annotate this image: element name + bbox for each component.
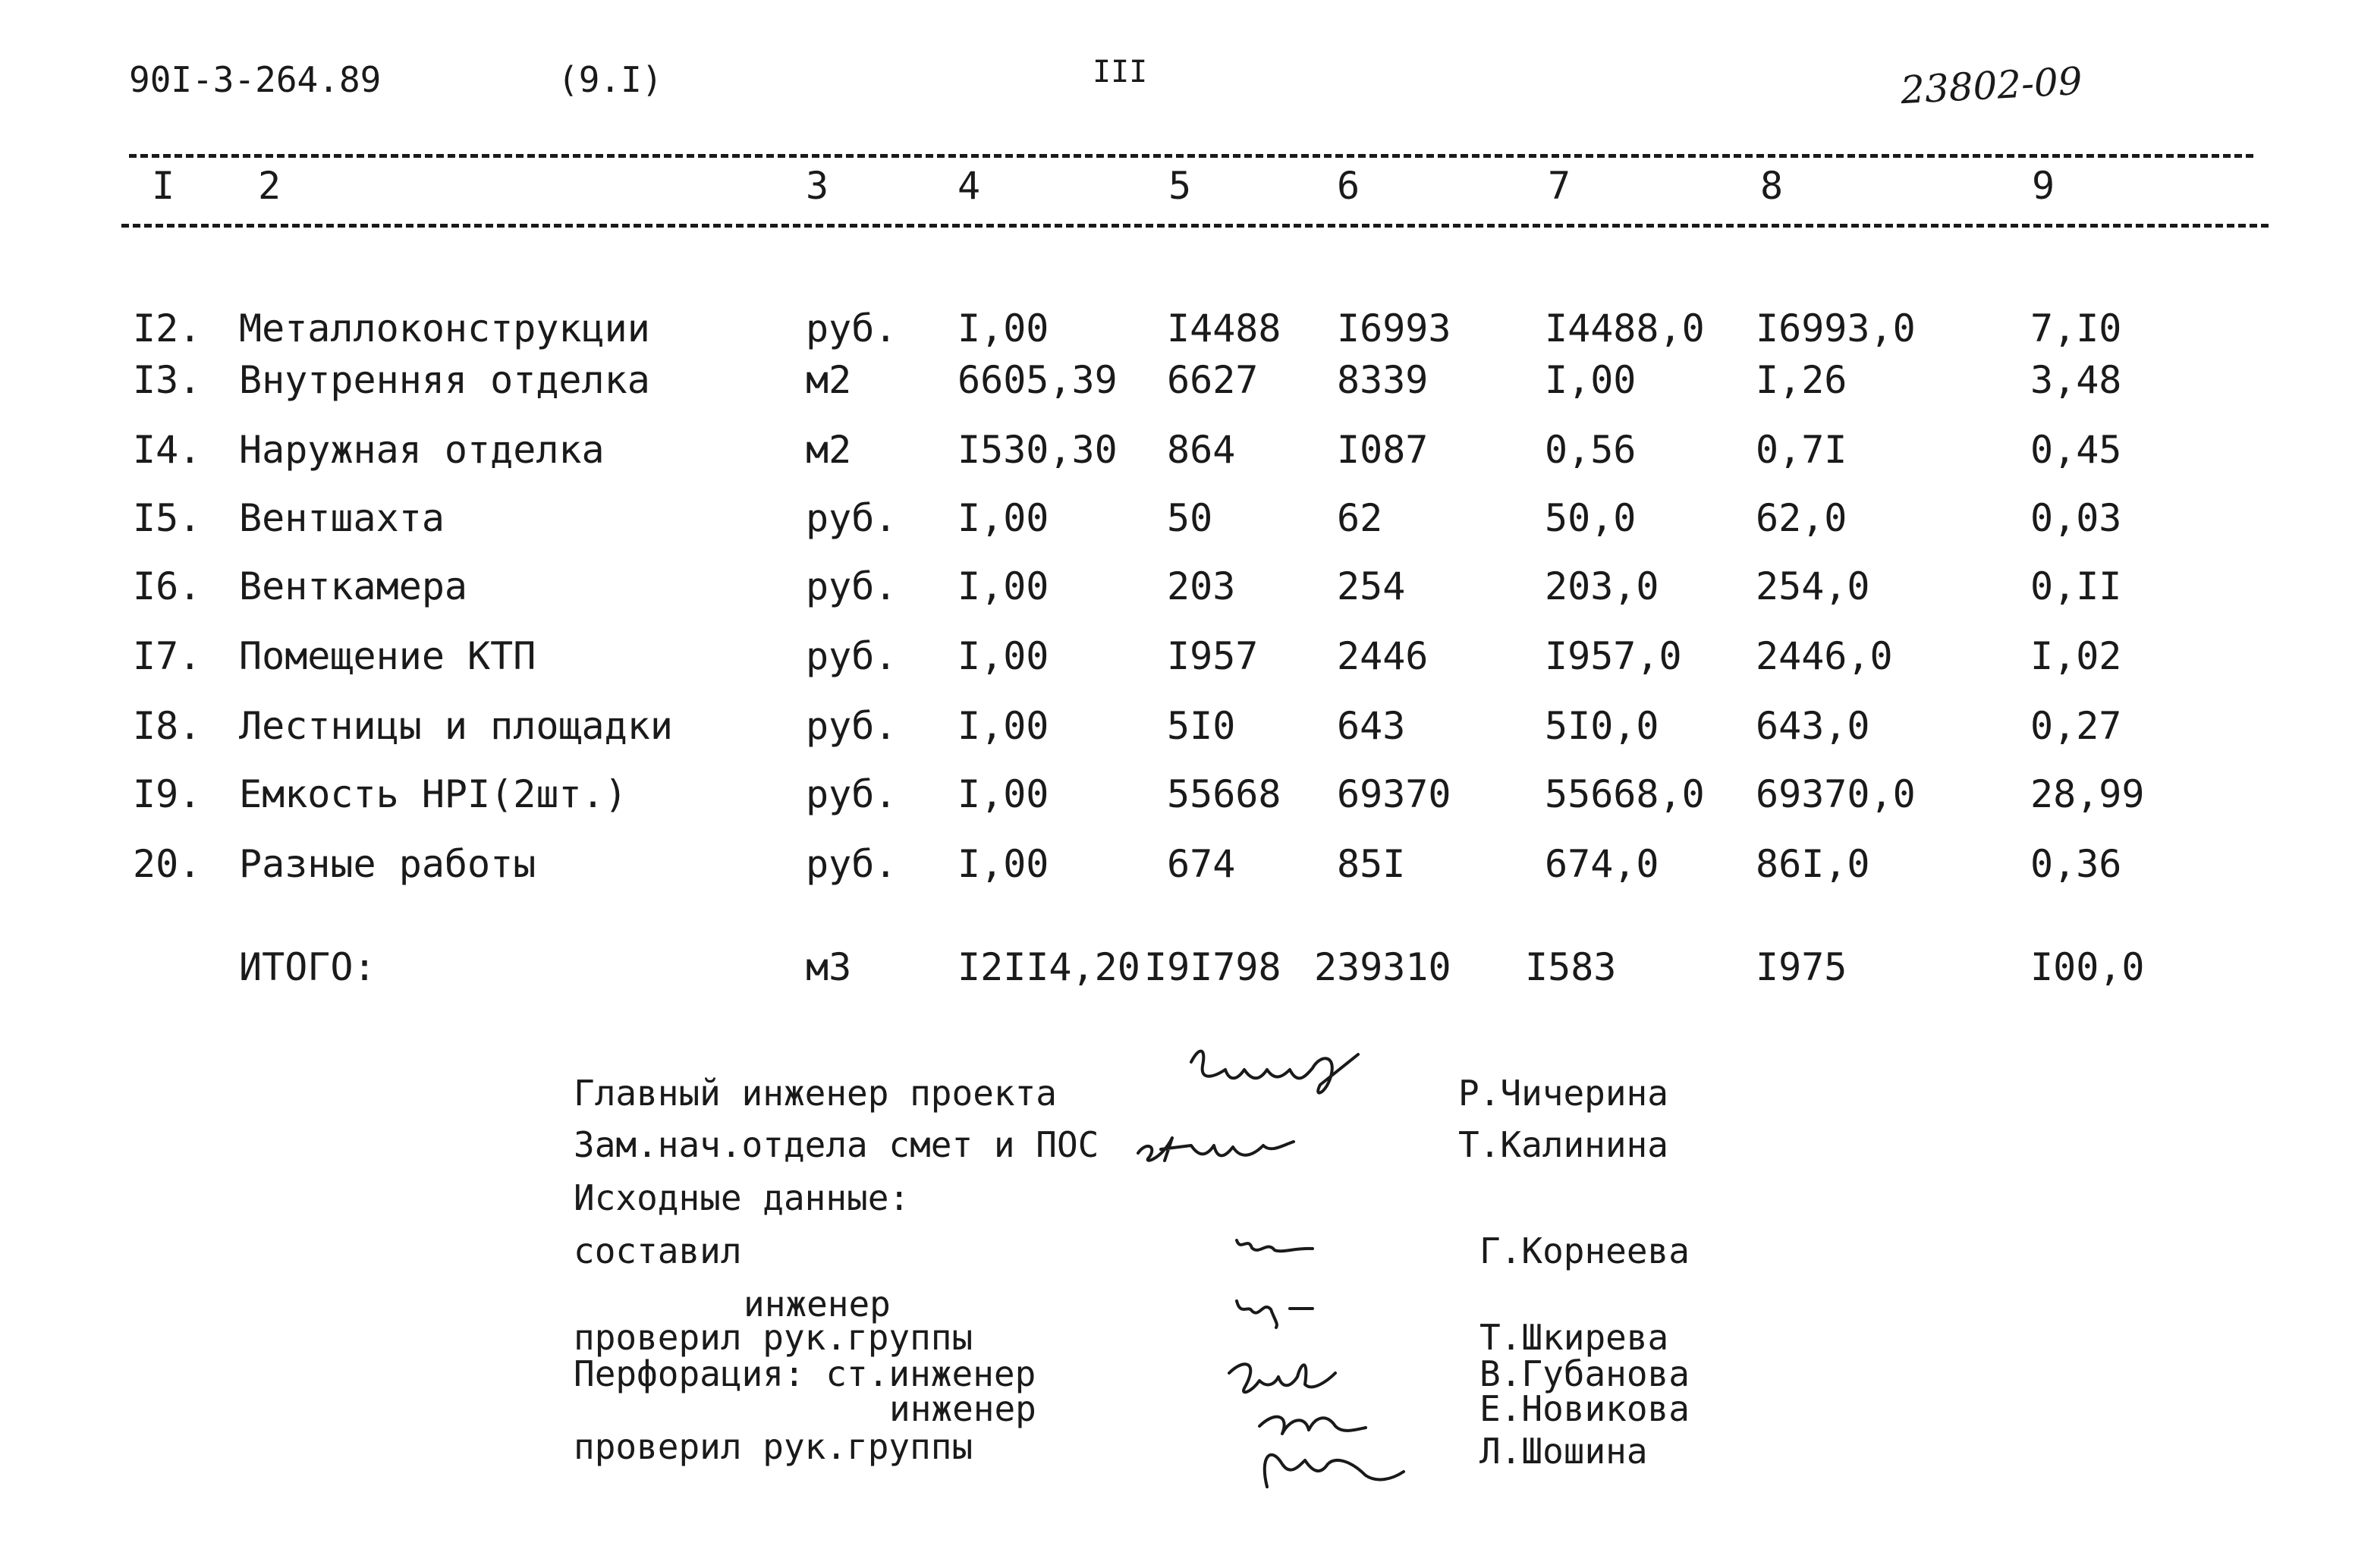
unit: руб. xyxy=(806,496,898,540)
value-col9: I,02 xyxy=(2030,634,2122,678)
section-number: (9.I) xyxy=(558,59,663,100)
total-col9: I00,0 xyxy=(2030,945,2145,989)
header-top-rule xyxy=(129,154,2253,158)
signer-title: Зам.нач.отдела смет и ПОС xyxy=(574,1124,1099,1165)
item-name: Емкость НРI(2шт.) xyxy=(239,772,627,816)
row-number: I4. xyxy=(133,428,202,472)
value-col5: 50 xyxy=(1167,496,1213,540)
value-col6: 254 xyxy=(1337,564,1406,608)
quantity: I,00 xyxy=(957,306,1049,350)
quantity: I,00 xyxy=(957,496,1049,540)
value-col5: 203 xyxy=(1167,564,1236,608)
unit: руб. xyxy=(806,704,898,748)
signer-title: проверил рук.группы xyxy=(574,1426,973,1467)
value-col5: 6627 xyxy=(1167,358,1259,402)
value-col7: 5I0,0 xyxy=(1545,704,1659,748)
value-col6: 85I xyxy=(1337,842,1406,886)
signer-title: проверил рук.группы xyxy=(574,1317,973,1358)
total-quantity: I2II4,20 xyxy=(957,945,1140,989)
item-name: Венткамера xyxy=(239,564,468,608)
value-col6: I6993 xyxy=(1337,306,1451,350)
column-number: I xyxy=(152,164,175,208)
total-col6: 239310 xyxy=(1314,945,1451,989)
item-name: Металлоконструкции xyxy=(239,306,650,350)
signer-title: инженер xyxy=(889,1388,1036,1429)
value-col5: 5I0 xyxy=(1167,704,1236,748)
value-col8: 86I,0 xyxy=(1756,842,1870,886)
value-col7: 674,0 xyxy=(1545,842,1659,886)
row-number: I9. xyxy=(133,772,202,816)
column-number: 5 xyxy=(1168,164,1192,208)
unit: руб. xyxy=(806,634,898,678)
value-col5: 55668 xyxy=(1167,772,1281,816)
archive-number: 23802-09 xyxy=(1899,58,2083,113)
column-number: 9 xyxy=(2032,164,2055,208)
row-number: I8. xyxy=(133,704,202,748)
row-number: 20. xyxy=(133,842,202,886)
row-number: I3. xyxy=(133,358,202,402)
value-col5: 864 xyxy=(1167,428,1236,472)
value-col9: 28,99 xyxy=(2030,772,2145,816)
signer-name: Т.Шкирева xyxy=(1479,1317,1669,1358)
value-col8: 254,0 xyxy=(1756,564,1870,608)
value-col6: 643 xyxy=(1337,704,1406,748)
value-col8: I6993,0 xyxy=(1756,306,1916,350)
row-number: I6. xyxy=(133,564,202,608)
item-name: Наружная отделка xyxy=(239,428,605,472)
document-code: 90I-3-264.89 xyxy=(129,59,382,100)
unit: м2 xyxy=(806,358,852,402)
column-number: 2 xyxy=(258,164,281,208)
signer-name: Л.Шошина xyxy=(1479,1431,1648,1472)
signer-title: составил xyxy=(574,1230,742,1271)
value-col9: 0,03 xyxy=(2030,496,2122,540)
quantity: I,00 xyxy=(957,772,1049,816)
handwritten-signature xyxy=(1229,1290,1335,1328)
unit: м2 xyxy=(806,428,852,472)
signer-title: Главный инженер проекта xyxy=(574,1073,1057,1114)
handwritten-signature xyxy=(1130,1115,1313,1168)
value-col8: 0,7I xyxy=(1756,428,1847,472)
signer-title: инженер xyxy=(744,1284,891,1324)
value-col8: 2446,0 xyxy=(1756,634,1893,678)
item-name: Вентшахта xyxy=(239,496,445,540)
handwritten-signature xyxy=(1184,1039,1381,1108)
value-col7: I,00 xyxy=(1545,358,1637,402)
value-col7: 203,0 xyxy=(1545,564,1659,608)
header-bottom-rule xyxy=(121,224,2269,228)
value-col5: I957 xyxy=(1167,634,1259,678)
item-name: Разные работы xyxy=(239,842,536,886)
item-name: Лестницы и площадки xyxy=(239,704,673,748)
unit: руб. xyxy=(806,306,898,350)
value-col6: 2446 xyxy=(1337,634,1429,678)
value-col6: 8339 xyxy=(1337,358,1429,402)
column-number: 6 xyxy=(1337,164,1360,208)
value-col7: I957,0 xyxy=(1545,634,1682,678)
quantity: I,00 xyxy=(957,564,1049,608)
item-name: Внутренняя отделка xyxy=(239,358,650,402)
value-col9: 0,II xyxy=(2030,564,2122,608)
item-name: Помещение КТП xyxy=(239,634,536,678)
value-col9: 0,45 xyxy=(2030,428,2122,472)
column-number: 7 xyxy=(1548,164,1571,208)
value-col8: 62,0 xyxy=(1756,496,1847,540)
row-number: I7. xyxy=(133,634,202,678)
value-col6: 62 xyxy=(1337,496,1383,540)
value-col9: 0,36 xyxy=(2030,842,2122,886)
total-col5: I9I798 xyxy=(1144,945,1281,989)
value-col9: 7,I0 xyxy=(2030,306,2122,350)
value-col7: 55668,0 xyxy=(1545,772,1705,816)
signer-name: Р.Чичерина xyxy=(1458,1073,1668,1114)
value-col7: 0,56 xyxy=(1545,428,1637,472)
value-col5: I4488 xyxy=(1167,306,1281,350)
section-heading: Исходные данные: xyxy=(574,1177,910,1218)
value-col9: 0,27 xyxy=(2030,704,2122,748)
quantity: 6605,39 xyxy=(957,358,1118,402)
value-col8: 69370,0 xyxy=(1756,772,1916,816)
value-col5: 674 xyxy=(1167,842,1236,886)
quantity: I,00 xyxy=(957,704,1049,748)
unit: руб. xyxy=(806,842,898,886)
total-col7: I583 xyxy=(1525,945,1617,989)
column-number: 4 xyxy=(957,164,981,208)
signer-name: Т.Калинина xyxy=(1458,1124,1668,1165)
unit: руб. xyxy=(806,564,898,608)
unit: руб. xyxy=(806,772,898,816)
quantity: I530,30 xyxy=(957,428,1118,472)
signer-title: Перфорация: ст.инженер xyxy=(574,1353,1036,1394)
value-col6: I087 xyxy=(1337,428,1429,472)
column-number: 3 xyxy=(806,164,829,208)
row-number: I5. xyxy=(133,496,202,540)
signer-name: Г.Корнеева xyxy=(1479,1230,1690,1271)
value-col6: 69370 xyxy=(1337,772,1451,816)
total-label: ИТОГО: xyxy=(239,945,376,989)
signer-name: В.Губанова xyxy=(1479,1353,1690,1394)
total-col8: I975 xyxy=(1756,945,1847,989)
value-col8: 643,0 xyxy=(1756,704,1870,748)
value-col7: I4488,0 xyxy=(1545,306,1705,350)
handwritten-signature xyxy=(1229,1229,1320,1259)
value-col8: I,26 xyxy=(1756,358,1847,402)
page-number: III xyxy=(1093,55,1148,90)
value-col7: 50,0 xyxy=(1545,496,1637,540)
value-col9: 3,48 xyxy=(2030,358,2122,402)
quantity: I,00 xyxy=(957,842,1049,886)
row-number: I2. xyxy=(133,306,202,350)
total-unit: м3 xyxy=(806,945,852,989)
handwritten-signature xyxy=(1214,1343,1411,1502)
column-number: 8 xyxy=(1760,164,1784,208)
quantity: I,00 xyxy=(957,634,1049,678)
signer-name: Е.Новикова xyxy=(1479,1388,1690,1429)
